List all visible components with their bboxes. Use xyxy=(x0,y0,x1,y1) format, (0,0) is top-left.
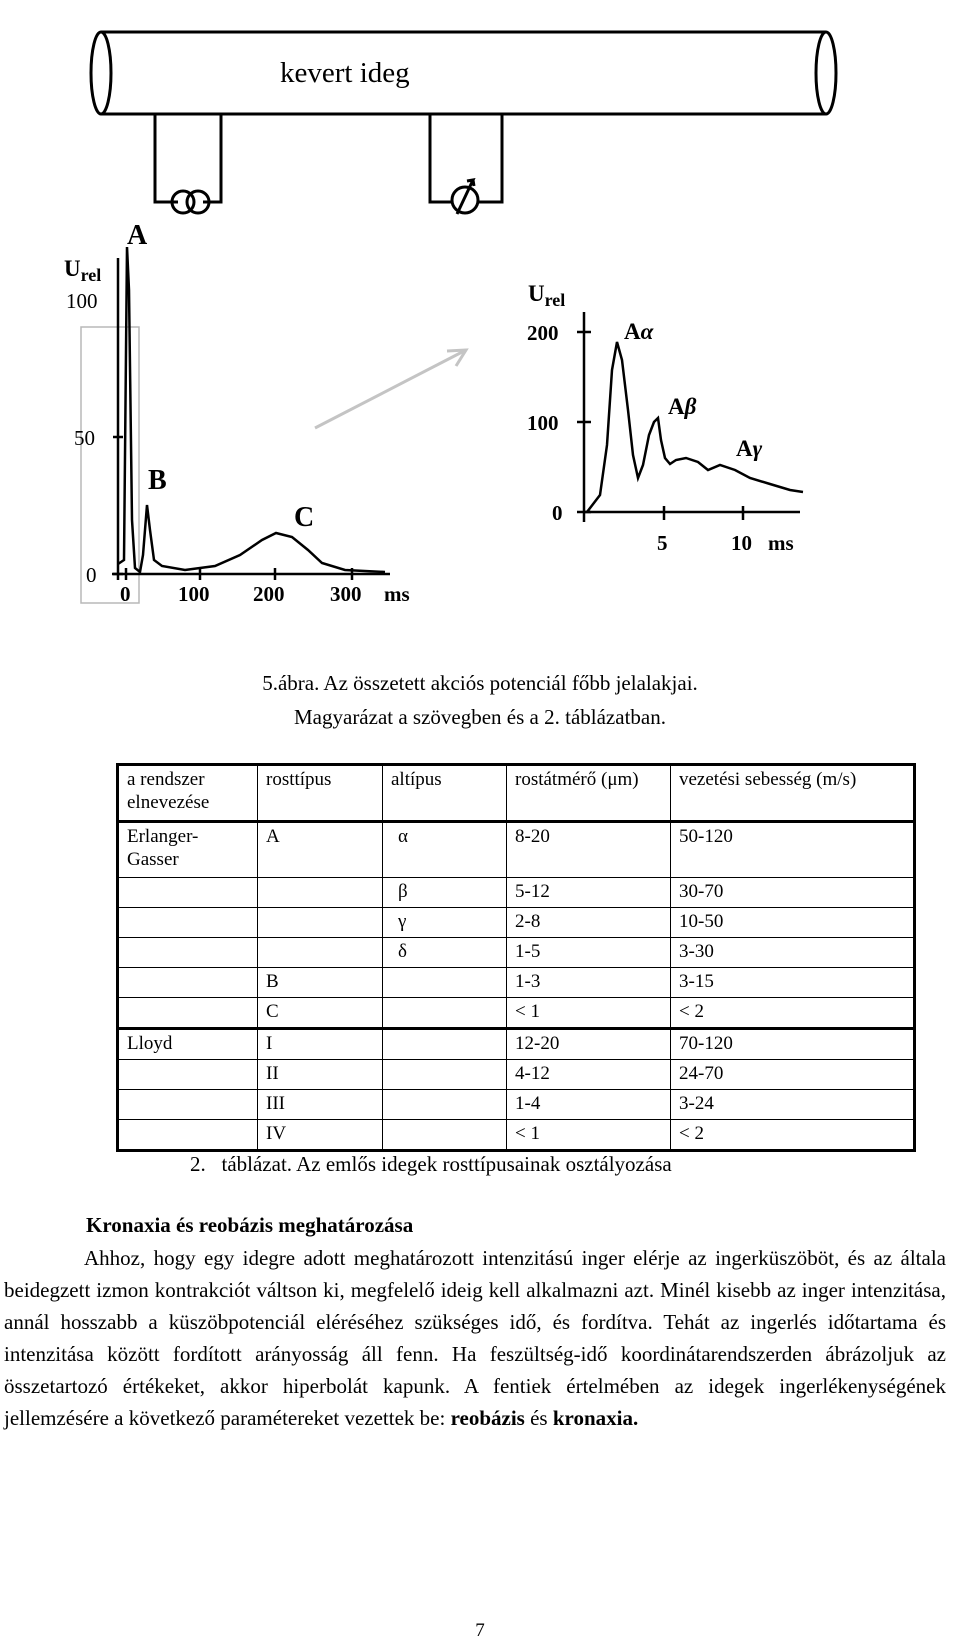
paragraph-conjunction: és xyxy=(524,1406,553,1430)
table-cell: 70-120 xyxy=(671,1029,915,1060)
table-cell: 1-3 xyxy=(507,968,671,998)
left-y-axis-title: $U_{rel}$ xyxy=(64,256,102,285)
table-cell: A xyxy=(258,822,383,878)
right-chart xyxy=(527,281,803,555)
left-x-tick-100: 100 xyxy=(178,582,210,606)
fiber-classification-table xyxy=(116,763,916,1152)
table-cell: 10-50 xyxy=(671,908,915,938)
right-x-unit: ms xyxy=(768,531,794,555)
table-cell xyxy=(383,1090,507,1120)
right-x-tick-5: 5 xyxy=(657,531,668,555)
table-cell: II xyxy=(258,1060,383,1090)
figure-caption xyxy=(100,666,860,734)
left-x-tick-0: 0 xyxy=(120,582,131,606)
table-caption: 2. táblázat. Az emlős idegek rosttípusainak osztályozása xyxy=(190,1152,672,1176)
right-waveform xyxy=(587,342,803,512)
table-cell: Erlanger-Gasser xyxy=(118,822,258,878)
table-cell xyxy=(383,1120,507,1151)
table-cell xyxy=(383,1060,507,1090)
recording-wiring xyxy=(430,114,502,214)
reobazis-term: reobázis xyxy=(450,1406,525,1430)
table-cell xyxy=(118,968,258,998)
table-row xyxy=(118,822,915,878)
table-header-cell: vezetési sebesség (m/s) xyxy=(671,765,915,822)
peak-c-label: C xyxy=(294,502,315,533)
table-cell: 3-30 xyxy=(671,938,915,968)
table-header-cell: rosttípus xyxy=(258,765,383,822)
table-cell: B xyxy=(258,968,383,998)
body-paragraph xyxy=(4,1242,946,1434)
peak-a-label: A xyxy=(127,220,148,251)
table-cell: III xyxy=(258,1090,383,1120)
table-cell xyxy=(118,878,258,908)
table-cell: 24-70 xyxy=(671,1060,915,1090)
zoom-arrow xyxy=(315,350,466,428)
table-cell: Lloyd xyxy=(118,1029,258,1060)
table-cell: 2-8 xyxy=(507,908,671,938)
compound-action-potential-figure xyxy=(0,0,960,640)
table-header-cell: altípus xyxy=(383,765,507,822)
table-cell: 1-5 xyxy=(507,938,671,968)
table-cell xyxy=(118,908,258,938)
right-y-tick-100: 100 xyxy=(527,411,559,435)
left-y-tick-100: 100 xyxy=(66,289,98,313)
table-row xyxy=(118,998,915,1029)
table-row xyxy=(118,1090,915,1120)
nerve-label: kevert ideg xyxy=(280,57,410,89)
table-cell: 1-4 xyxy=(507,1090,671,1120)
left-x-unit: ms xyxy=(384,582,410,606)
table-cell xyxy=(118,1120,258,1151)
table-cell: 4-12 xyxy=(507,1060,671,1090)
table-cell: < 2 xyxy=(671,1120,915,1151)
right-y-tick-0: 0 xyxy=(552,501,563,525)
nerve-cylinder xyxy=(91,32,836,114)
table-cell xyxy=(118,1060,258,1090)
paragraph-text: Ahhoz, hogy egy idegre adott meghatározott intenzitású inger elérje az ingerküszöböt, és az általa beidegzett izmon kontrakciót váltson ki, megfelelő ideig kell alkalmazni azt. Minél kisebb az inger intenzitása, annál hosszabb a küszöbpotenciál eléréséhez szükséges idő, és fordítva. Tehát az ingerlés időtartama és intenzitása között fordított arányosság áll fenn. Ha feszültség-idő koordinátarendszerden ábrázoljuk az összetartozó értékeket, akkor hiperbolát kapunk. A fentiek értelmében az idegek ingerlékenységének jellemzésére a következő paramétereket vezettek be: xyxy=(4,1246,946,1430)
kronaxia-term: kronaxia. xyxy=(552,1406,639,1430)
table-row xyxy=(118,968,915,998)
figure-caption-line2: Magyarázat a szövegben és a 2. táblázatban. xyxy=(294,705,666,729)
table-cell xyxy=(383,968,507,998)
table-cell xyxy=(258,878,383,908)
table-cell xyxy=(383,998,507,1029)
section-title: Kronaxia és reobázis meghatározása xyxy=(86,1213,414,1237)
left-chart xyxy=(64,220,410,606)
table-cell: 3-15 xyxy=(671,968,915,998)
left-x-tick-200: 200 xyxy=(253,582,285,606)
peak-a-gamma-label: Aγ xyxy=(736,436,763,461)
table-cell xyxy=(118,1090,258,1120)
table-cell: α xyxy=(383,822,507,878)
table-cell xyxy=(118,998,258,1029)
table-cell: β xyxy=(383,878,507,908)
left-y-tick-0: 0 xyxy=(86,563,97,587)
left-y-tick-50: 50 xyxy=(74,426,95,450)
table-cell: 30-70 xyxy=(671,878,915,908)
table-cell xyxy=(118,938,258,968)
table-header-cell: a rendszer elnevezése xyxy=(118,765,258,822)
peak-a-alpha-label: Aα xyxy=(624,319,654,344)
table-cell: δ xyxy=(383,938,507,968)
table-cell: < 2 xyxy=(671,998,915,1029)
table-cell: 8-20 xyxy=(507,822,671,878)
table-row xyxy=(118,938,915,968)
table-cell xyxy=(258,938,383,968)
right-y-tick-200: 200 xyxy=(527,321,559,345)
right-x-tick-10: 10 xyxy=(731,531,752,555)
figure-caption-line1: 5.ábra. Az összetett akciós potenciál főbb jelalakjai. xyxy=(262,671,698,695)
table-cell: < 1 xyxy=(507,1120,671,1151)
table-cell xyxy=(383,1029,507,1060)
table-cell: 3-24 xyxy=(671,1090,915,1120)
table-cell: 12-20 xyxy=(507,1029,671,1060)
table-header-row xyxy=(118,765,915,822)
table-cell: γ xyxy=(383,908,507,938)
table-header-cell: rostátmérő (μm) xyxy=(507,765,671,822)
table-cell xyxy=(258,908,383,938)
table-row xyxy=(118,1029,915,1060)
table-cell: IV xyxy=(258,1120,383,1151)
table-cell: 50-120 xyxy=(671,822,915,878)
table-row xyxy=(118,1060,915,1090)
left-x-tick-300: 300 xyxy=(330,582,362,606)
peak-b-label: B xyxy=(148,465,167,496)
page-number: 7 xyxy=(475,1620,485,1641)
right-y-axis-title: $U_{rel}$ xyxy=(528,281,566,310)
table-cell: < 1 xyxy=(507,998,671,1029)
peak-a-beta-label: Aβ xyxy=(668,394,697,419)
table-cell: I xyxy=(258,1029,383,1060)
table-cell: 5-12 xyxy=(507,878,671,908)
table-cell: C xyxy=(258,998,383,1029)
table-row xyxy=(118,908,915,938)
left-waveform xyxy=(118,247,385,572)
stimulator-wiring xyxy=(155,114,221,213)
table-row xyxy=(118,1120,915,1151)
table-row xyxy=(118,878,915,908)
